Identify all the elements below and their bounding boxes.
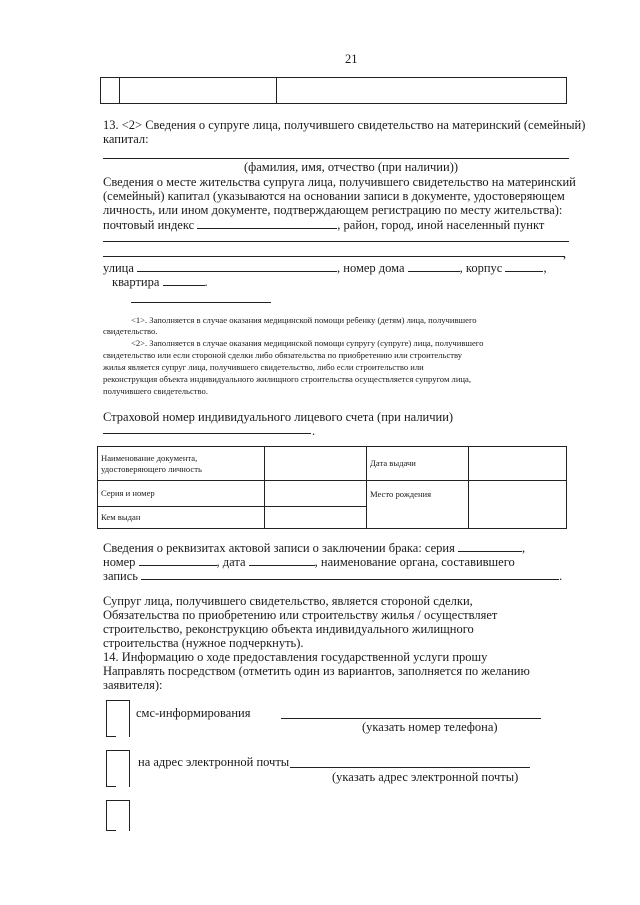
apartment-label: квартира [112, 275, 160, 289]
issued-by-label-cell: Кем выдан [98, 507, 265, 529]
footnote-2-line-2: свидетельство или если стороной сделки либо обязательства по приобретению или строительству [103, 350, 463, 360]
top-table-cell[interactable] [120, 78, 277, 104]
snils-label: Страховой номер индивидуального лицевого счета (при наличии) [103, 410, 454, 424]
doc-name-value-cell[interactable] [265, 447, 367, 481]
house-label: , номер дома [337, 261, 405, 275]
section-14-line-2: Направлять посредством (отметить один из вариантов, заполняется по желанию [103, 664, 530, 678]
corpus-input[interactable] [505, 260, 543, 272]
street-row: улица , номер дома , корпус , [103, 261, 547, 275]
section-14-line-1: 14. Информацию о ходе предоставления государственной услуги прошу [103, 650, 488, 664]
marriage-number-label: номер [103, 555, 136, 569]
email-label: на адрес электронной почты [138, 755, 290, 769]
marriage-row-3: запись . [103, 569, 563, 583]
address-input-line-2[interactable] [103, 256, 565, 257]
series-label-cell: Серия и номер [98, 481, 265, 507]
marriage-number-input[interactable] [139, 554, 217, 566]
district-label: , район, город, иной населенный пункт [337, 218, 545, 232]
email-checkbox[interactable] [106, 750, 130, 787]
third-option-checkbox[interactable] [106, 800, 130, 831]
house-input[interactable] [408, 260, 460, 272]
footnote-2-line-5: получившего свидетельство. [103, 386, 208, 396]
residence-text-2: (семейный) капитал (указываются на основании записи в документе, удостоверяющем [103, 189, 565, 203]
marriage-date-label: , дата [216, 555, 246, 569]
apartment-row: квартира . [112, 275, 208, 289]
email-caption: (указать адрес электронной почты) [332, 770, 519, 784]
marriage-record-label: запись [103, 569, 138, 583]
fio-caption: (фамилия, имя, отчество (при наличии)) [244, 160, 459, 174]
residence-text-1: Сведения о месте жительства супруга лица, получившего свидетельство на материнский [103, 175, 576, 189]
email-input-line[interactable] [290, 767, 530, 768]
period-mark: . [312, 424, 316, 438]
sms-checkbox[interactable] [106, 700, 130, 737]
section-13-title: 13. <2> Сведения о супруге лица, получившего свидетельство на материнский (семейный) [103, 118, 586, 132]
marriage-organ-input[interactable] [141, 568, 559, 580]
section-13-title-cont: капитал: [103, 132, 149, 146]
marriage-date-input[interactable] [249, 554, 315, 566]
sms-label: смс-информирования [136, 706, 251, 720]
spouse-party-line-1: Супруг лица, получившего свидетельство, является стороной сделки, [103, 594, 473, 608]
footnote-1: <1>. Заполняется в случае оказания медицинской помощи ребенку (детям) лица, получившего [131, 315, 477, 325]
issue-date-label-cell: Дата выдачи [367, 447, 469, 481]
footnote-separator [131, 302, 271, 303]
spouse-party-line-2: Обязательства по приобретению или строительству жилья / осуществляет [103, 608, 498, 622]
phone-input-line[interactable] [281, 718, 541, 719]
top-table-remnant [100, 77, 567, 104]
corpus-label: , корпус [459, 261, 503, 275]
apartment-input[interactable] [163, 274, 205, 286]
fio-input-line[interactable] [103, 158, 569, 159]
section-14-line-3: заявителя): [103, 678, 163, 692]
top-table-cell[interactable] [101, 78, 120, 104]
doc-name-label-cell: Наименование документа, удостоверяющего личность [98, 447, 265, 481]
footnote-2-line-4: реконструкция объекта индивидуального жилищного строительства осуществляется супругом лица, [103, 374, 471, 384]
street-label: улица [103, 261, 134, 275]
street-input[interactable] [137, 260, 337, 272]
marriage-row-1: Сведения о реквизитах актовой записи о заключении брака: серия , [103, 541, 526, 555]
marriage-text: Сведения о реквизитах актовой записи о заключении брака: серия [103, 541, 455, 555]
issue-date-value-cell[interactable] [469, 447, 567, 481]
footnote-1-cont: свидетельство. [103, 326, 158, 336]
spouse-party-line-3: строительство, реконструкцию объекта индивидуального жилищного [103, 622, 474, 636]
snils-input-line[interactable] [103, 433, 311, 434]
postal-index-label: почтовый индекс [103, 218, 195, 232]
address-input-line-1[interactable] [103, 241, 569, 242]
marriage-organ-label: , наименование органа, составившего [314, 555, 515, 569]
birthplace-label-cell: Место рождения [367, 481, 469, 529]
residence-text-3: личность, или ином документе, подтверждающем регистрацию по месту жительства): [103, 203, 563, 217]
spouse-party-line-4: строительства (нужное подчеркнуть). [103, 636, 304, 650]
top-table-cell[interactable] [277, 78, 567, 104]
sms-caption: (указать номер телефона) [362, 720, 498, 734]
identity-document-table [97, 446, 567, 529]
footnote-2-line-3: жилья является супруг лица, получившего свидетельство, либо если строительство или [103, 362, 424, 372]
postal-index-row [103, 217, 544, 233]
marriage-series-input[interactable] [458, 540, 522, 552]
postal-index-input[interactable] [197, 217, 337, 229]
issued-by-value-cell[interactable] [265, 507, 367, 529]
comma-mark: , [563, 247, 567, 261]
page-number: 21 [345, 52, 358, 66]
series-value-cell[interactable] [265, 481, 367, 507]
birthplace-value-cell[interactable] [469, 481, 567, 529]
footnote-2-line-1: <2>. Заполняется в случае оказания медицинской помощи супругу (супруге) лица, получившего [131, 338, 484, 348]
